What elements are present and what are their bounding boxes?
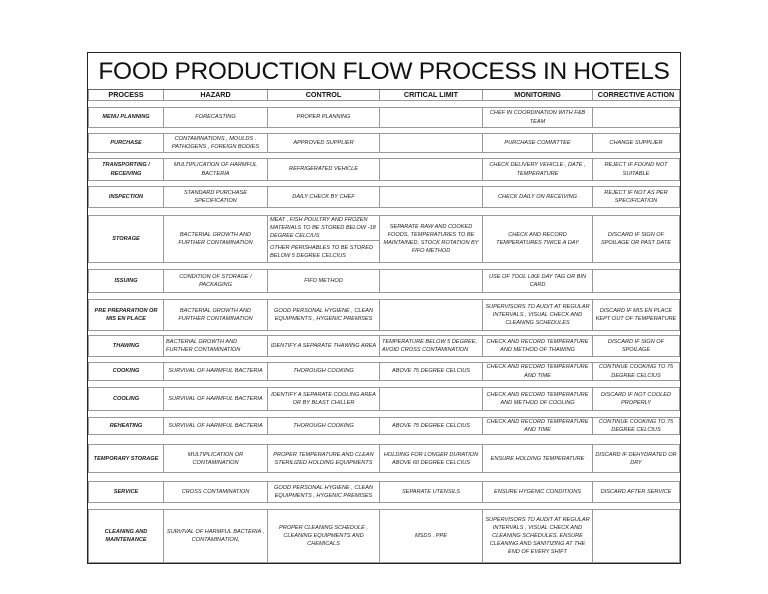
- spacer-row: [89, 101, 680, 108]
- cell-subitem: MEAT , FISH POULTRY AND FROZEN MATERIALS TO BE STORED BELOW -18 DEGREE CELCIUS: [270, 217, 376, 240]
- spacer-row: [89, 435, 680, 445]
- cell-hazard: SURVIVAL OF HARMFUL BACTERIA: [164, 418, 268, 435]
- table-row: [89, 363, 680, 381]
- cell-corrective-action: DISCARD IF SIGN OF SPOILAGE: [593, 336, 680, 357]
- cell-process: SERVICE: [89, 482, 164, 503]
- cell-hazard: MULTIPLICATION OF HARMFUL BACTERIA: [164, 159, 268, 181]
- cell-subitem: OTHER PERISHABLES TO BE STORED BELOW 5 DEGREE CELCIUS: [268, 240, 379, 262]
- spacer-cell: [89, 435, 680, 445]
- cell-control: THOROUGH COOKING: [268, 418, 380, 435]
- cell-critical-limit: [380, 270, 483, 293]
- cell-corrective-action: [593, 270, 680, 293]
- cell-hazard: FORECASTING: [164, 108, 268, 128]
- cell-process: CLEANING AND MAINTENANCE: [89, 510, 164, 563]
- cell-critical-limit: MSDS . PPE: [380, 510, 483, 563]
- cell-process: INSPECTION: [89, 187, 164, 208]
- cell-monitoring: CHECK DELIVERY VEHICLE , DATE , TEMPERATURE: [483, 159, 593, 181]
- cell-process: STORAGE: [89, 216, 164, 263]
- cell-critical-limit: [380, 388, 483, 411]
- cell-process: TEMPORARY STORAGE: [89, 445, 164, 473]
- table-row: [89, 336, 680, 357]
- cell-control: DAILY CHECK BY CHEF: [268, 187, 380, 208]
- cell-corrective-action: DISCARD AFTER SERVICE: [593, 482, 680, 503]
- cell-control: REFRIGERATED VEHICLE: [268, 159, 380, 181]
- table-row: [89, 418, 680, 435]
- cell-corrective-action: [593, 510, 680, 563]
- cell-critical-limit: [380, 134, 483, 153]
- cell-control: PROPER PLANNING: [268, 108, 380, 128]
- spacer-cell: [89, 293, 680, 300]
- document-title: FOOD PRODUCTION FLOW PROCESS IN HOTELS: [88, 53, 680, 90]
- cell-hazard: BACTERIAL GROWTH AND FURTHER CONTAMINATION: [164, 336, 268, 357]
- table-row: [89, 482, 680, 503]
- cell-process: MENU PLANNING: [89, 108, 164, 128]
- cell-control: APPROVED SUPPLIER: [268, 134, 380, 153]
- cell-monitoring: USE OF TOOL LIKE DAY TAG OR BIN CARD: [483, 270, 593, 293]
- table-row: [89, 270, 680, 293]
- cell-hazard: SURVIVAL OF HARMFUL BACTERIA , CONTAMINATION,: [164, 510, 268, 563]
- cell-process: REHEATING: [89, 418, 164, 435]
- table-row: [89, 187, 680, 208]
- cell-process: COOLING: [89, 388, 164, 411]
- cell-monitoring: CHECK AND RECORD TEMPERATURE AND TIME: [483, 418, 593, 435]
- spacer-cell: [89, 381, 680, 388]
- spacer-row: [89, 293, 680, 300]
- cell-monitoring: CHECK AND RECORD TEMPERATURES TWICE A DAY: [483, 216, 593, 263]
- cell-hazard: CONDITION OF STORAGE / PACKAGING: [164, 270, 268, 293]
- table-row: [89, 300, 680, 331]
- cell-monitoring: PURCHASE COMMITTEE: [483, 134, 593, 153]
- cell-monitoring: CHECK DAILY ON RECEIVING: [483, 187, 593, 208]
- spacer-cell: [89, 503, 680, 510]
- cell-process: PRE PREPARATION OR MIS EN PLACE: [89, 300, 164, 331]
- cell-corrective-action: DISCARD IF NOT COOLED PROPERLY: [593, 388, 680, 411]
- cell-corrective-action: CONTINUE COOKING TO 75 DEGREE CELCIUS: [593, 418, 680, 435]
- table-row: [89, 445, 680, 473]
- cell-monitoring: ENSURE HOLDING TEMPERATURE: [483, 445, 593, 473]
- table-row: [89, 108, 680, 128]
- cell-control: PROPER CLEANING SCHEDULE , CLEANING EQUIPMENTS AND CHEMICALS: [268, 510, 380, 563]
- cell-monitoring: ENSURE HYGENIC CONDITIONS: [483, 482, 593, 503]
- cell-corrective-action: REJECT IF NOT AS PER SPECIFICATION: [593, 187, 680, 208]
- table-row: [89, 216, 680, 263]
- cell-monitoring: CHECK AND RECORD TEMPERATURE AND METHOD OF THAWING: [483, 336, 593, 357]
- cell-critical-limit: HOLDING FOR LONGER DURATION ABOVE 60 DEGREE CELCIUS: [380, 445, 483, 473]
- cell-critical-limit: TEMPERATURE BELOW 5 DEGREE, AVOID CROSS CONTAMINATION: [380, 336, 483, 357]
- cell-critical-limit: [380, 300, 483, 331]
- spacer-cell: [89, 101, 680, 108]
- table-row: [89, 134, 680, 153]
- cell-corrective-action: DISCARD IF SIGN OF SPOILAGE OR PAST DATE: [593, 216, 680, 263]
- haccp-table: [88, 90, 680, 563]
- cell-control: [268, 216, 380, 263]
- cell-hazard: BACTERIAL GROWTH AND FURTHER CONTAMINATION: [164, 216, 268, 263]
- haccp-document: [87, 52, 681, 564]
- cell-process: TRANSPORTING / RECEIVING: [89, 159, 164, 181]
- cell-hazard: SURVIVAL OF HARMFUL BACTERIA: [164, 388, 268, 411]
- cell-hazard: SURVIVAL OF HARMFUL BACTERIA: [164, 363, 268, 381]
- table-row: [89, 388, 680, 411]
- cell-monitoring: CHEF IN COORDINATION WITH F&B TEAM: [483, 108, 593, 128]
- cell-corrective-action: CONTINUE COOKING TO 75 DEGREE CELCIUS: [593, 363, 680, 381]
- spacer-row: [89, 503, 680, 510]
- cell-control: GOOD PERSONAL HYGIENE , CLEAN EQUIPMENTS , HYGENIC PREMISES: [268, 482, 380, 503]
- cell-critical-limit: ABOVE 75 DEGREE CELCIUS: [380, 363, 483, 381]
- cell-critical-limit: [380, 159, 483, 181]
- spacer-row: [89, 208, 680, 216]
- cell-control: GOOD PERSONAL HYGIENE , CLEAN EQUIPMENTS , HYGENIC PREMISES: [268, 300, 380, 331]
- cell-corrective-action: [593, 108, 680, 128]
- cell-process: THAWING: [89, 336, 164, 357]
- spacer-cell: [89, 263, 680, 270]
- cell-monitoring: SUPERVISORS TO AUDIT AT REGULAR INTERVALS , VISUAL CHECK AND CLEANING SCHEDULES, ENSURE CLEANING AND SANITIZING AT THE END OF EVERY SHIFT: [483, 510, 593, 563]
- cell-critical-limit: SEPARATE UTENSILS: [380, 482, 483, 503]
- header-row: [89, 90, 680, 101]
- cell-control: PROPER TEMPERATURE AND CLEAN STERILIZED HOLDING EQUIPMENTS: [268, 445, 380, 473]
- cell-hazard: CONTAMINATIONS , MOULDS . PATHOGENS , FOREIGN BODIES: [164, 134, 268, 153]
- spacer-cell: [89, 411, 680, 418]
- cell-corrective-action: CHANGE SUPPLIER: [593, 134, 680, 153]
- cell-critical-limit: [380, 108, 483, 128]
- header-critical-limit: CRITICAL LIMIT: [380, 90, 483, 101]
- cell-process: COOKING: [89, 363, 164, 381]
- cell-monitoring: SUPERVISORS TO AUDIT AT REGULAR INTERVALS , VISUAL CHECK AND CLEANING SCHEDULES: [483, 300, 593, 331]
- cell-process: PURCHASE: [89, 134, 164, 153]
- cell-critical-limit: SEPARATE RAW AND COOKED FOODS, TEMPERATURES TO BE MAINTAINED, STOCK ROTATION BY FIFO METHOD: [380, 216, 483, 263]
- table-row: [89, 510, 680, 563]
- cell-control: FIFO METHOD: [268, 270, 380, 293]
- header-process: PROCESS: [89, 90, 164, 101]
- cell-control: IDENTIFY A SEPARATE COOLING AREA OR BY BLAST CHILLER: [268, 388, 380, 411]
- cell-hazard: BACTERIAL GROWTH AND FURTHER CONTAMINATION: [164, 300, 268, 331]
- header-corrective-action: CORRECTIVE ACTION: [593, 90, 680, 101]
- table-row: [89, 159, 680, 181]
- cell-control: IDENTIFY A SEPARATE THAWING AREA: [268, 336, 380, 357]
- spacer-row: [89, 263, 680, 270]
- spacer-row: [89, 473, 680, 482]
- spacer-row: [89, 411, 680, 418]
- table-body: [89, 101, 680, 563]
- spacer-cell: [89, 208, 680, 216]
- cell-process: ISSUING: [89, 270, 164, 293]
- cell-hazard: CROSS CONTAMINATION: [164, 482, 268, 503]
- cell-control: THOROUGH COOKING: [268, 363, 380, 381]
- cell-corrective-action: REJECT IF FOUND NOT SUITABLE: [593, 159, 680, 181]
- header-monitoring: MONITORING: [483, 90, 593, 101]
- cell-corrective-action: DISCARD IF MIS EN PLACE KEPT OUT OF TEMPERATURE: [593, 300, 680, 331]
- spacer-row: [89, 381, 680, 388]
- cell-corrective-action: DISCARD IF DEHYDRATED OR DRY: [593, 445, 680, 473]
- header-hazard: HAZARD: [164, 90, 268, 101]
- spacer-cell: [89, 473, 680, 482]
- cell-critical-limit: ABOVE 75 DEGREE CELCIUS: [380, 418, 483, 435]
- cell-hazard: STANDARD PURCHASE SPECIFICATION: [164, 187, 268, 208]
- cell-hazard: MULTIPLICATION OR CONTAMINATION: [164, 445, 268, 473]
- cell-monitoring: CHECK AND RECORD TEMPERATURE AND METHOD OF COOLING: [483, 388, 593, 411]
- header-control: CONTROL: [268, 90, 380, 101]
- cell-critical-limit: [380, 187, 483, 208]
- cell-monitoring: CHECK AND RECORD TEMPERATURE AND TIME: [483, 363, 593, 381]
